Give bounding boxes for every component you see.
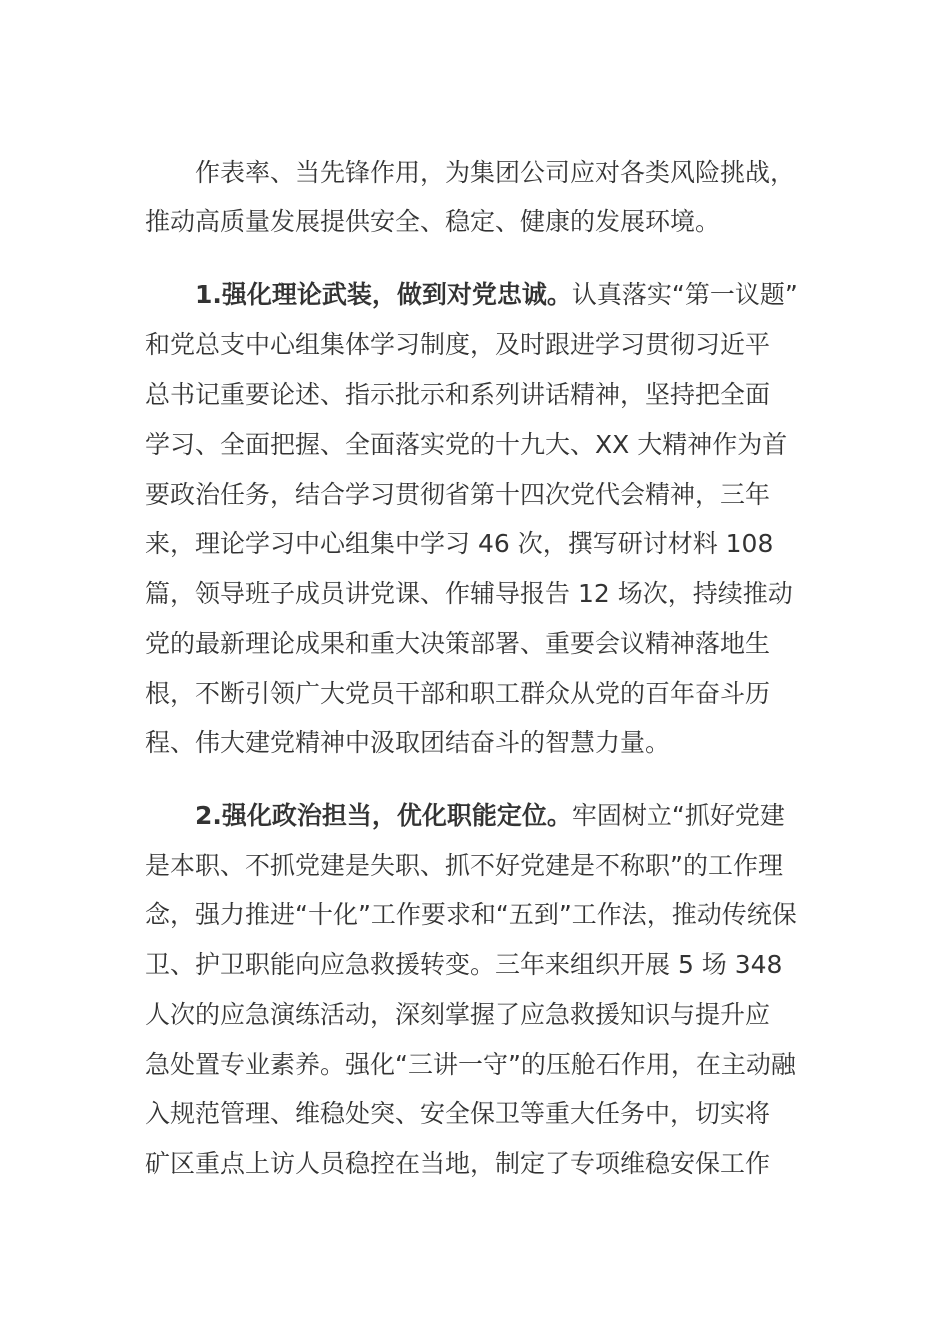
paragraph-2-line-2: 和党总支中心组集体学习制度，及时跟进学习贯彻习近平 (145, 330, 771, 359)
paragraph-2-line-3: 总书记重要论述、指示批示和系列讲话精神，坚持把全面 (145, 380, 771, 409)
paragraph-3-line-2: 是本职、不抓党建是失职、抓不好党建是不称职”的工作理 (145, 851, 783, 880)
paragraph-2-line-8: 党的最新理论成果和重大决策部署、重要会议精神落地生 (145, 629, 771, 658)
paragraph-2-line-6: 来，理论学习中心组集中学习 46 次，撰写研讨材料 108 (145, 529, 774, 558)
paragraph-2-heading: 1.强化理论武装，做到对党忠诚。 (195, 280, 572, 309)
paragraph-1-line-1: 作表率、当先锋作用，为集团公司应对各类风险挑战， (195, 158, 796, 187)
paragraph-3-line-6: 急处置专业素养。强化“三讲一守”的压舱石作用，在主动融 (145, 1050, 796, 1079)
paragraph-1-line-2: 推动高质量发展提供安全、稳定、健康的发展环境。 (145, 207, 721, 236)
paragraph-2-line-7: 篇，领导班子成员讲党课、作辅导报告 12 场次，持续推动 (145, 579, 793, 608)
paragraph-3-line-3: 念，强力推进“十化”工作要求和“五到”工作法，推动传统保 (145, 900, 797, 929)
paragraph-3-line-7: 入规范管理、维稳处突、安全保卫等重大任务中，切实将 (145, 1099, 771, 1128)
paragraph-2-line-4: 学习、全面把握、全面落实党的十九大、XX 大精神作为首 (145, 430, 788, 459)
paragraph-2-line-9: 根，不断引领广大党员干部和职工群众从党的百年奋斗历 (145, 679, 771, 708)
paragraph-2-line-1 (195, 280, 798, 310)
paragraph-3-heading: 2.强化政治担当，优化职能定位。 (195, 801, 572, 830)
paragraph-3-line-1 (195, 801, 785, 831)
paragraph-2-line-5: 要政治任务，结合学习贯彻省第十四次党代会精神，三年 (145, 480, 771, 509)
paragraph-3-line-5: 人次的应急演练活动，深刻掌握了应急救援知识与提升应 (145, 1000, 771, 1029)
paragraph-3-line-4: 卫、护卫职能向应急救援转变。三年来组织开展 5 场 348 (145, 950, 783, 979)
paragraph-2-line-10: 程、伟大建党精神中汲取团结奋斗的智慧力量。 (145, 728, 671, 757)
paragraph-3-line-8: 矿区重点上访人员稳控在当地，制定了专项维稳安保工作 (145, 1149, 771, 1178)
paragraph-2-text-start: 认真落实“第一议题” (571, 280, 798, 309)
paragraph-3-text-start: 牢固树立“抓好党建 (571, 801, 785, 830)
